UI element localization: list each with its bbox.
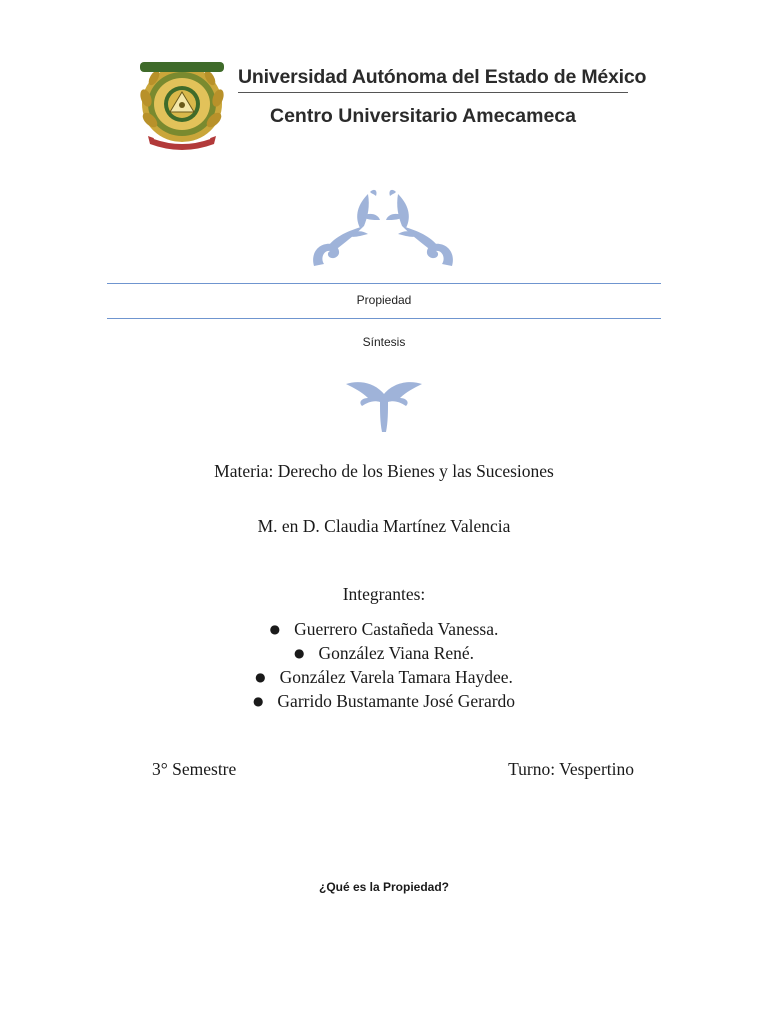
list-item xyxy=(0,689,768,713)
list-item xyxy=(0,617,768,641)
member-name: González Viana René. xyxy=(318,643,475,663)
section-question-heading: ¿Qué es la Propiedad? xyxy=(318,880,450,894)
title-bottom-rule xyxy=(107,318,661,319)
university-name: Universidad Autónoma del Estado de México xyxy=(238,66,647,88)
list-item xyxy=(0,665,768,689)
bullet-icon: ● xyxy=(293,646,305,660)
list-item xyxy=(0,641,768,665)
bullet-icon: ● xyxy=(252,694,264,708)
header-divider xyxy=(238,92,628,93)
member-name: Garrido Bustamante José Gerardo xyxy=(277,691,516,711)
bullet-icon: ● xyxy=(255,670,266,684)
shift-label: Turno: Vespertino xyxy=(508,759,634,779)
course-subject: Materia: Derecho de los Bienes y las Sucesiones xyxy=(214,461,554,481)
professor-name: M. en D. Claudia Martínez Valencia xyxy=(257,516,511,536)
flourish-ornament-icon xyxy=(344,378,424,434)
document-topic: Propiedad xyxy=(356,293,412,307)
floral-ornament-icon xyxy=(308,186,458,272)
members-heading: Integrantes: xyxy=(342,584,426,604)
semester-label: 3° Semestre xyxy=(152,759,237,779)
member-name: Guerrero Castañeda Vanessa. xyxy=(294,619,499,639)
title-top-rule xyxy=(107,283,661,284)
members-list xyxy=(0,617,768,713)
campus-name: Centro Universitario Amecameca xyxy=(270,105,576,127)
university-header xyxy=(134,58,647,154)
member-name: González Varela Tamara Haydee. xyxy=(279,667,513,687)
document-type: Síntesis xyxy=(362,335,406,349)
university-crest-icon xyxy=(134,58,230,150)
bullet-icon: ● xyxy=(269,622,281,636)
